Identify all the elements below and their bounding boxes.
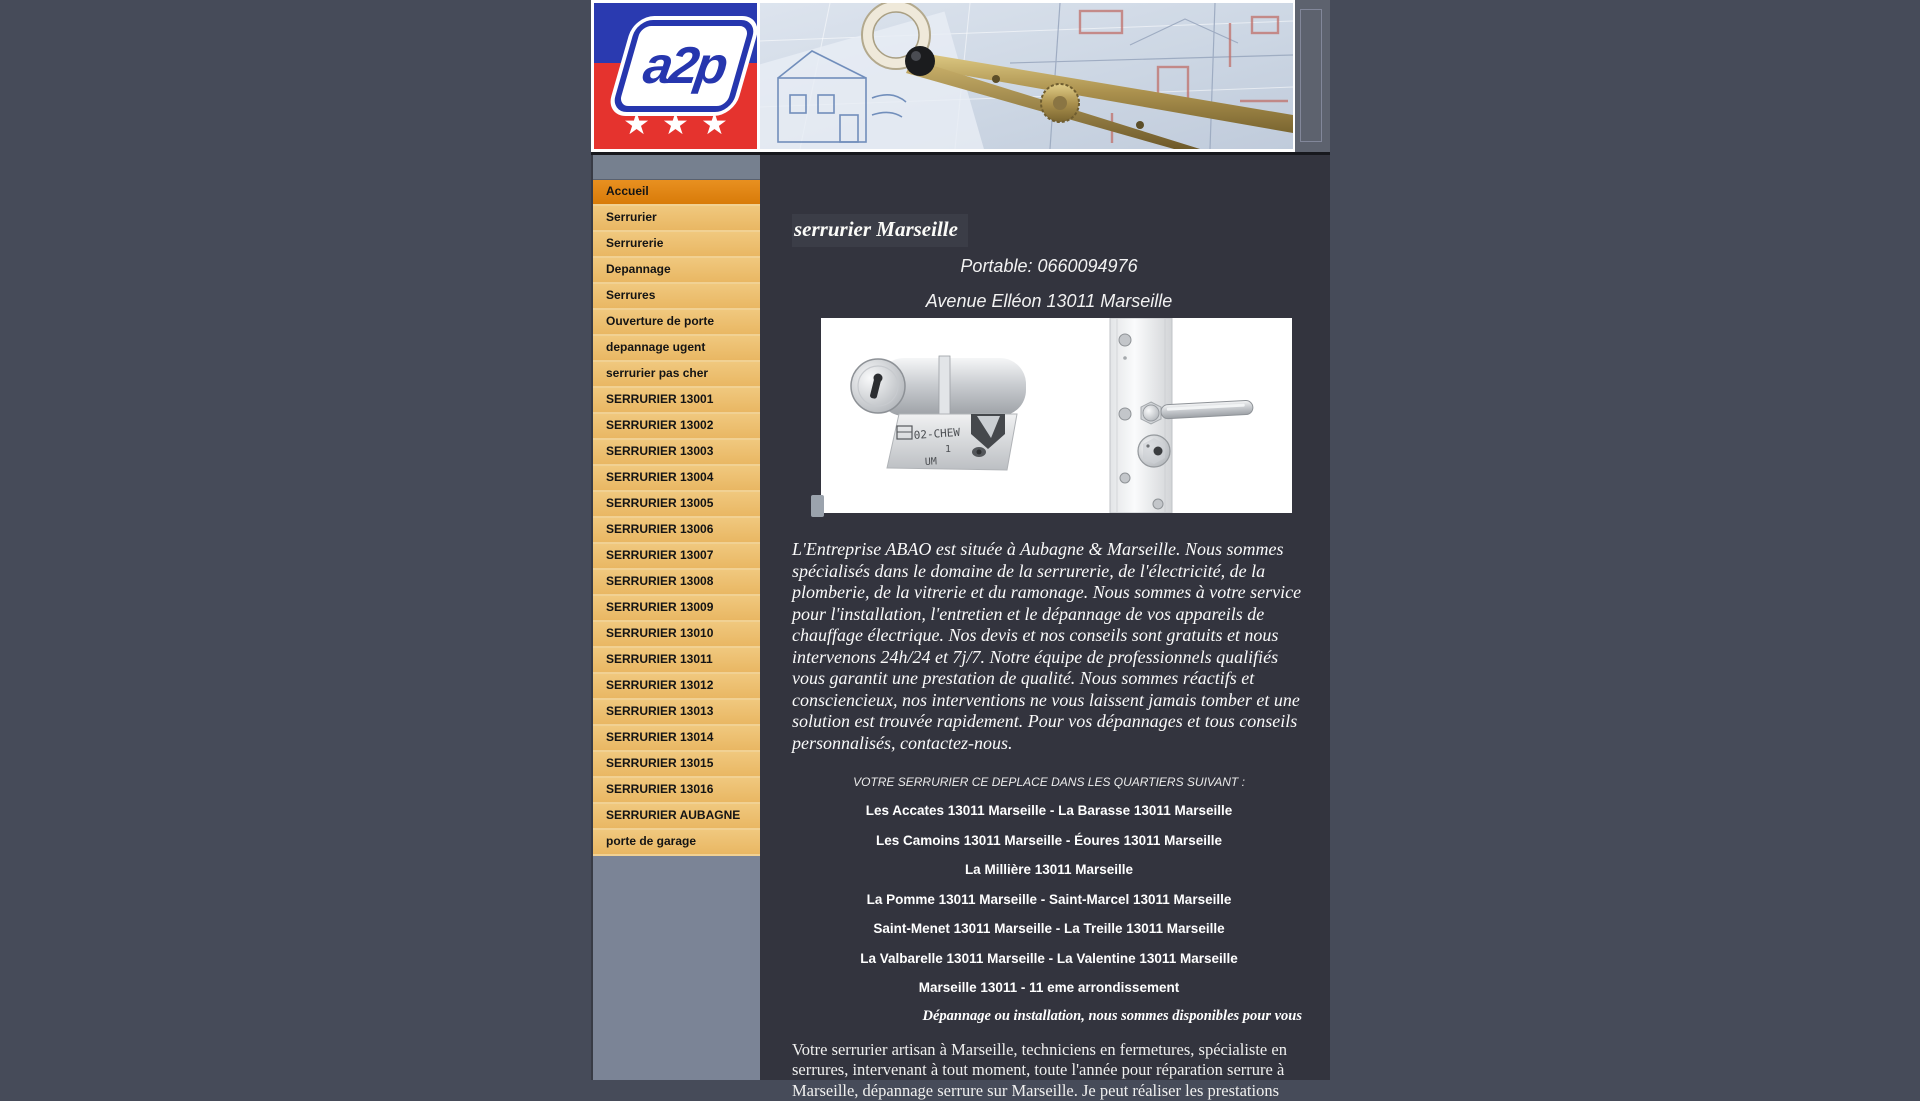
sidebar-topbar bbox=[593, 155, 760, 180]
site-container bbox=[591, 0, 1330, 1080]
sidebar-item[interactable]: SERRURIER 13011 bbox=[593, 648, 760, 674]
quartier-line: La Pomme 13011 Marseille - Saint-Marcel 13011 Marseille bbox=[792, 885, 1306, 915]
phone-line[interactable]: Portable: 0660094976 bbox=[792, 255, 1306, 277]
quartiers-list bbox=[792, 796, 1306, 1003]
sidebar-menu bbox=[593, 180, 760, 856]
sidebar-item[interactable]: SERRURIER 13009 bbox=[593, 596, 760, 622]
sidebar-item[interactable]: SERRURIER 13016 bbox=[593, 778, 760, 804]
blueprint-banner-image bbox=[760, 3, 1293, 149]
sidebar-item[interactable]: SERRURIER 13012 bbox=[593, 674, 760, 700]
sidebar-item[interactable]: SERRURIER 13006 bbox=[593, 518, 760, 544]
sidebar-item[interactable]: SERRURIER 13015 bbox=[593, 752, 760, 778]
sidebar-item[interactable]: SERRURIER 13013 bbox=[593, 700, 760, 726]
corner-tab bbox=[811, 495, 824, 517]
sidebar-item[interactable]: Serrurier bbox=[593, 206, 760, 232]
sidebar-item[interactable]: Ouverture de porte bbox=[593, 310, 760, 336]
sidebar-item[interactable]: SERRURIER AUBAGNE bbox=[593, 804, 760, 830]
quartier-line: La Millière 13011 Marseille bbox=[792, 855, 1306, 885]
sidebar-item[interactable]: SERRURIER 13014 bbox=[593, 726, 760, 752]
sidebar-item[interactable]: SERRURIER 13002 bbox=[593, 414, 760, 440]
page-title: serrurier Marseille bbox=[792, 214, 968, 247]
main-content bbox=[760, 155, 1330, 1080]
quartier-line: Marseille 13011 - 11 eme arrondissement bbox=[792, 973, 1306, 1003]
quartier-line: Les Camoins 13011 Marseille - Éoures 13011 Marseille bbox=[792, 826, 1306, 856]
svg-text:UM: UM bbox=[925, 456, 938, 468]
sidebar-item[interactable]: SERRURIER 13004 bbox=[593, 466, 760, 492]
star-icon: ★★★ bbox=[594, 107, 757, 143]
a2p-logo bbox=[594, 3, 757, 149]
logo-text: a2p bbox=[640, 40, 728, 92]
sidebar-item[interactable]: Depannage bbox=[593, 258, 760, 284]
sidebar-item[interactable]: SERRURIER 13005 bbox=[593, 492, 760, 518]
quartier-line: La Valbarelle 13011 Marseille - La Valentine 13011 Marseille bbox=[792, 944, 1306, 974]
availability-line: Dépannage ou installation, nous sommes disponibles pour vous bbox=[792, 1008, 1306, 1024]
sidebar-item[interactable]: SERRURIER 13003 bbox=[593, 440, 760, 466]
scrollbar-track[interactable] bbox=[1295, 0, 1330, 152]
sidebar-item[interactable]: Serrurerie bbox=[593, 232, 760, 258]
sidebar-item[interactable]: SERRURIER 13008 bbox=[593, 570, 760, 596]
sidebar-filler bbox=[593, 856, 760, 1080]
sidebar-item[interactable]: depannage ugent bbox=[593, 336, 760, 362]
footer-paragraph: Votre serrurier artisan à Marseille, techniciens en fermetures, spécialiste en serrures, intervenant à tout moment, toute l'année pour réparation serrure à Marseille, dépannage serrure sur Marseille. Je peut réaliser les prestations bbox=[792, 1040, 1297, 1101]
sidebar-item[interactable]: serrurier pas cher bbox=[593, 362, 760, 388]
quartiers-heading: VOTRE SERRURIER CE DEPLACE DANS LES QUARTIERS SUIVANT : bbox=[792, 775, 1306, 789]
scrollbar-thumb[interactable] bbox=[1300, 9, 1322, 142]
header bbox=[591, 0, 1330, 155]
quartier-line: Saint-Menet 13011 Marseille - La Treille 13011 Marseille bbox=[792, 914, 1306, 944]
sidebar-item[interactable]: porte de garage bbox=[593, 830, 760, 856]
quartier-line: Les Accates 13011 Marseille - La Barasse 13011 Marseille bbox=[792, 796, 1306, 826]
svg-text:02-CHEW: 02-CHEW bbox=[913, 426, 961, 442]
sidebar-item[interactable]: Serrures bbox=[593, 284, 760, 310]
sidebar bbox=[591, 155, 760, 1080]
address-line: Avenue Elléon 13011 Marseille bbox=[792, 290, 1306, 312]
svg-text:1: 1 bbox=[945, 444, 951, 455]
intro-paragraph: L'Entreprise ABAO est située à Aubagne & Marseille. Nous sommes spécialisés dans le domaine de la serrurerie, de l'électricité, de la plomberie, de la vitrerie et du ramonage. Nous sommes à votre service pour l'installation, l'entretien et le dépannage de vos appareils de chauffage électrique. Nos devis et nos conseils sont gratuits et nous intervenons 24h/24 et 7j/7. Notre équipe de professionnels qualifiés vous garantit une prestation de qualité. Nous sommes réactifs et consciencieux, nos interventions ne vous laissent jamais tomber et une solution est trouvée rapidement. Pour vos dépannages et tous conseils personnalisés, contactez-nous. bbox=[792, 539, 1304, 754]
body-row bbox=[591, 155, 1330, 1080]
sidebar-item[interactable]: SERRURIER 13010 bbox=[593, 622, 760, 648]
sidebar-item[interactable]: Accueil bbox=[593, 180, 760, 206]
lock-product-image bbox=[821, 318, 1292, 513]
sidebar-item[interactable]: SERRURIER 13007 bbox=[593, 544, 760, 570]
sidebar-item[interactable]: SERRURIER 13001 bbox=[593, 388, 760, 414]
